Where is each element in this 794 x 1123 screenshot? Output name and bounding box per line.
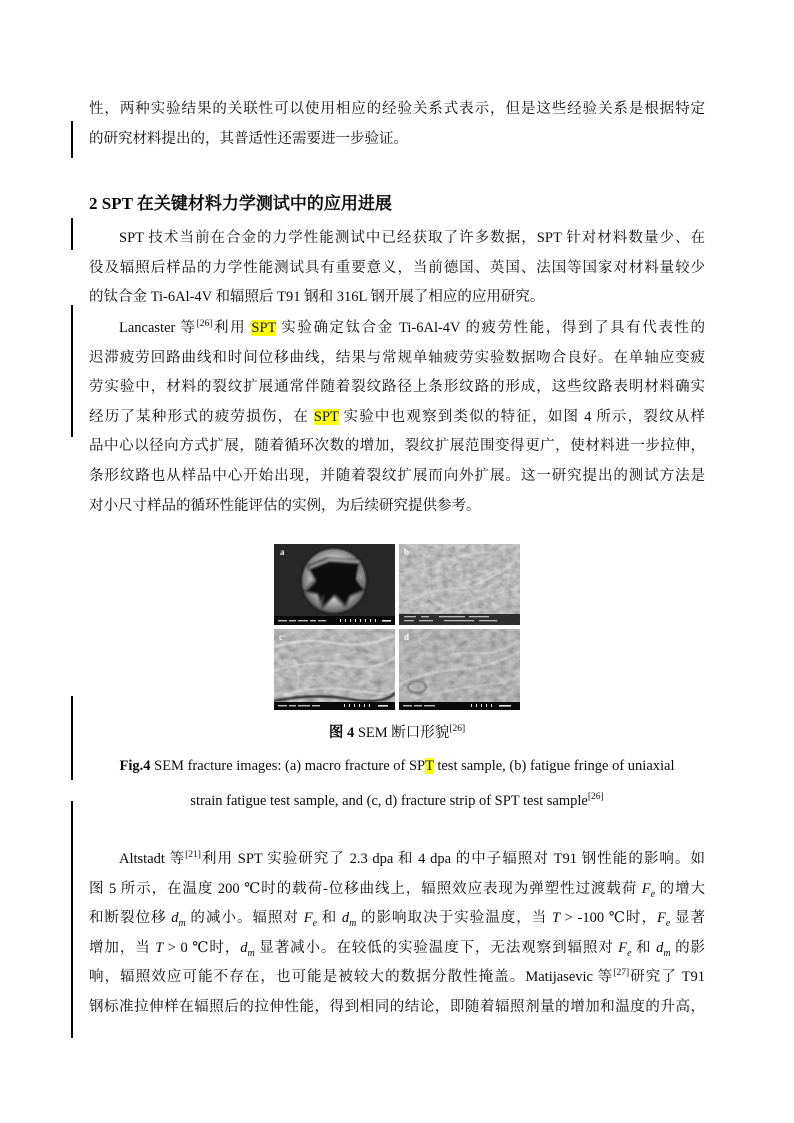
info-strip: [399, 614, 520, 625]
text-line: 劳实验中，材料的裂纹扩展通常伴随着裂纹路径上条形纹路的形成，这些纹路表明材料确实: [89, 379, 705, 396]
sem-image-fatigue-fringe: [399, 544, 520, 625]
text-line: 品中心以径向方式扩展，随着循环次数的增加，裂纹扩展范围变得更广，使材料进一步拉伸，: [89, 438, 705, 455]
change-bar: [71, 696, 73, 780]
text-line: Lancaster 等[26]利用 SPT 实验确定钛合金 Ti-6Al-4V 的疲劳性能，得到了具有代表性的: [119, 319, 705, 336]
paragraph-lancaster: [89, 314, 705, 521]
sem-panel-d: [399, 629, 520, 710]
figure-caption-cn: 图 4 SEM 断口形貌[26]: [328, 724, 466, 741]
figure-4-sem-images: [274, 544, 520, 710]
metadata-dashes: [278, 620, 326, 621]
text-line: 钢标准拉伸样在辐照后的拉伸性能，得到相同的结论，即随着辐照剂量的增加和温度的升高，: [89, 998, 705, 1015]
text-line: Altstadt 等[21]利用 SPT 实验研究了 2.3 dpa 和 4 dpa 的中子辐照对 T91 钢性能的影响。如: [119, 850, 705, 867]
info-strip: [399, 702, 520, 710]
metadata-dashes: [278, 705, 320, 706]
paragraph-overview: [89, 224, 705, 313]
sem-panel-c: [274, 629, 395, 710]
text-line: 响，辐照效应可能不存在，也可能是被较大的数据分散性掩盖。Matijasevic 等[27]研究了 T91: [89, 968, 705, 986]
panel-label-d: d: [404, 632, 410, 642]
change-bar: [71, 305, 73, 437]
sem-image-fracture-strip-c: [274, 629, 395, 710]
paragraph-intro: [89, 95, 705, 154]
change-bar: [71, 801, 73, 1038]
text-line: 图 5 所示，在温度 200 ℃时的载荷-位移曲线上，辐照效应表现为弹塑性过渡载荷 $F_e$ 的增大: [89, 880, 705, 900]
sem-image-fracture-strip-d: [399, 629, 520, 710]
metadata-dashes: [403, 705, 435, 706]
sem-image-macro-fracture: [274, 544, 395, 625]
figure-caption-en-line2: strain fatigue test sample, and (c, d) fracture strip of SPT test sample[26]: [190, 792, 604, 809]
change-bar: [71, 218, 73, 250]
info-strip: [274, 616, 395, 625]
sem-panel-a: [274, 544, 395, 625]
text-line: 的研究材料提出的，其普适性还需要进一步验证。: [89, 130, 408, 147]
text-line: 役及辐照后样品的力学性能测试具有重要意义，当前德国、英国、法国等国家对材料量较少: [89, 259, 705, 276]
info-strip: [274, 702, 395, 710]
change-bar: [71, 121, 73, 158]
text-line: 迟滞疲劳回路曲线和时间位移曲线，结果与常规单轴疲劳实验数据吻合良好。在单轴应变疲: [89, 349, 705, 366]
text-line: SPT 技术当前在合金的力学性能测试中已经获取了许多数据，SPT 针对材料数量少、在: [119, 230, 705, 246]
text-line: 的钛合金 Ti-6Al-4V 和辐照后 T91 钢和 316L 钢开展了相应的应用研究。: [89, 289, 545, 306]
panel-label-a: a: [280, 547, 285, 557]
text-line: 条形纹路也从样品中心开始出现，并随着裂纹扩展而向外扩展。这一研究提出的测试方法是: [89, 467, 705, 484]
text-line: 经历了某种形式的疲劳损伤，在 SPT 实验中也观察到类似的特征，如图 4 所示，裂纹从样: [89, 408, 705, 425]
paragraph-altstadt: [89, 845, 705, 1023]
text-line: 增加，当 T > 0 ℃时，$d_m$ 显著减小。在较低的实验温度下，无法观察到辐照对 $F_e$ 和 $d_m$ 的影: [89, 939, 705, 959]
section-heading: 2 SPT 在关键材料力学测试中的应用进展: [89, 194, 392, 213]
text-line: 和断裂位移 $d_m$ 的减小。辐照对 $F_e$ 和 $d_m$ 的影响取决于实验温度，当 T > -100 ℃时，$F_e$ 显著: [89, 910, 705, 930]
panel-label-c: c: [279, 632, 283, 642]
sem-panel-b: [399, 544, 520, 625]
panel-label-b: b: [404, 547, 410, 557]
text-line: 性，两种实验结果的关联性可以使用相应的经验关系式表示，但是这些经验关系是根据特定: [89, 101, 705, 117]
text-line: 对小尺寸样品的循环性能评估的实例，为后续研究提供参考。: [89, 497, 481, 514]
figure-caption-en-line1: Fig.4 SEM fracture images: (a) macro fracture of SPT test sample, (b) fatigue fringe of uniaxial: [119, 758, 675, 774]
